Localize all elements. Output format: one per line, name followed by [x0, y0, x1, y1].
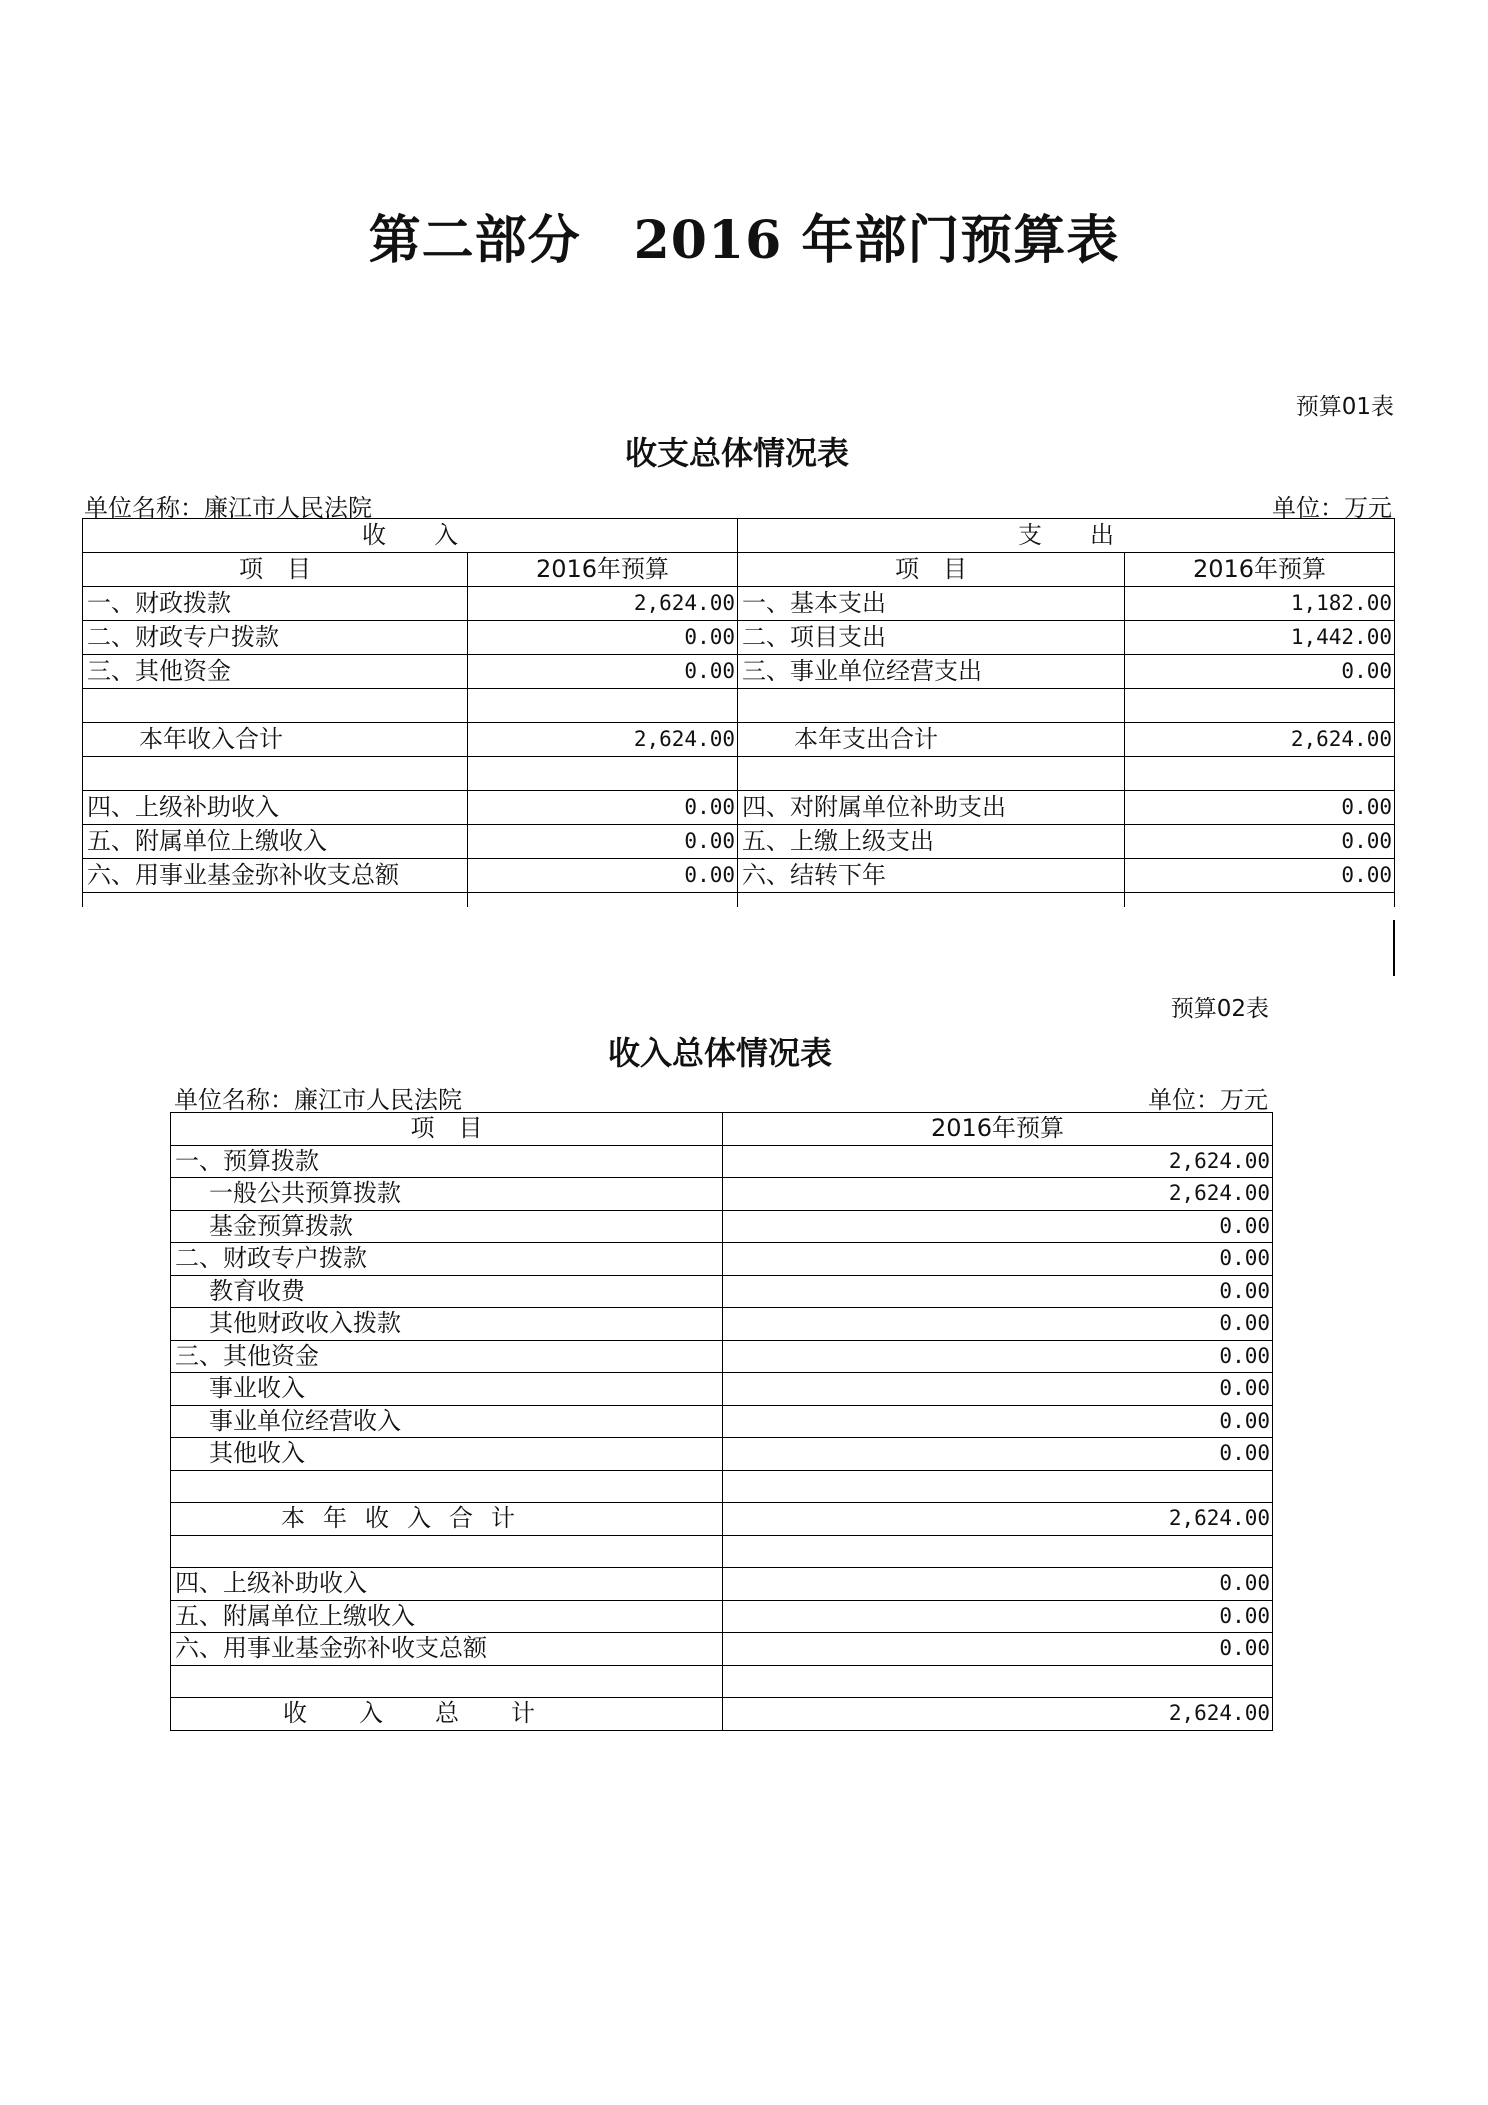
empty-cell [468, 893, 738, 908]
expense-total-value: 2,624.00 [1125, 723, 1395, 757]
table2-code: 预算02表 [1170, 996, 1269, 1022]
table-row [83, 893, 1395, 908]
income-item: 四、上级补助收入 [83, 791, 468, 825]
expense-value [1125, 757, 1395, 791]
expense-item: 三、事业单位经营支出 [738, 655, 1125, 689]
row-item: 六、用事业基金弥补收支总额 [171, 1633, 723, 1666]
income-value: 0.00 [468, 655, 738, 689]
expense-value: 0.00 [1125, 791, 1395, 825]
current-year-total-label: 本年收入合计 [171, 1503, 723, 1536]
income-value: 0.00 [468, 791, 738, 825]
table2-title: 收入总体情况表 [607, 1034, 832, 1072]
expense-value: 0.00 [1125, 825, 1395, 859]
table-row [171, 1470, 1273, 1503]
row-value: 0.00 [723, 1633, 1273, 1666]
table1-edge-line [1393, 920, 1395, 976]
row-value: 2,624.00 [723, 1178, 1273, 1211]
income-summary-table [170, 1112, 1273, 1731]
empty-cell [738, 893, 1125, 908]
income-item: 六、用事业基金弥补收支总额 [83, 859, 468, 893]
table-row [171, 1568, 1273, 1601]
income-item: 五、附属单位上缴收入 [83, 825, 468, 859]
income-value: 2,624.00 [468, 587, 738, 621]
current-year-total-value: 2,624.00 [723, 1503, 1273, 1536]
row-item: 一般公共预算拨款 [171, 1178, 723, 1211]
income-budget-header: 2016年预算 [468, 553, 738, 587]
row-value: 0.00 [723, 1438, 1273, 1471]
expense-value: 0.00 [1125, 859, 1395, 893]
table-row [171, 1243, 1273, 1276]
expense-item: 二、项目支出 [738, 621, 1125, 655]
income-header: 收 入 [83, 519, 738, 553]
table-row [171, 1210, 1273, 1243]
grand-total-value: 2,624.00 [723, 1698, 1273, 1731]
table-row [171, 1405, 1273, 1438]
row-item: 事业收入 [171, 1373, 723, 1406]
row-value [723, 1665, 1273, 1698]
row-item: 教育收费 [171, 1275, 723, 1308]
row-item: 其他收入 [171, 1438, 723, 1471]
row-item: 三、其他资金 [171, 1340, 723, 1373]
row-item [171, 1535, 723, 1568]
table1-unit-name: 单位名称：廉江市人民法院 [84, 494, 372, 522]
table-row [171, 1600, 1273, 1633]
table-row [83, 689, 1395, 723]
expense-value: 0.00 [1125, 655, 1395, 689]
expense-budget-header: 2016年预算 [1125, 553, 1395, 587]
income-value [468, 689, 738, 723]
row-item: 一、预算拨款 [171, 1145, 723, 1178]
income-item: 一、财政拨款 [83, 587, 468, 621]
row-item: 五、附属单位上缴收入 [171, 1600, 723, 1633]
income-item [83, 757, 468, 791]
table-row [171, 1665, 1273, 1698]
row-value: 0.00 [723, 1600, 1273, 1633]
row-value: 0.00 [723, 1308, 1273, 1341]
row-item: 其他财政收入拨款 [171, 1308, 723, 1341]
row-value: 0.00 [723, 1568, 1273, 1601]
budget-header: 2016年预算 [723, 1113, 1273, 1146]
table-row [171, 1275, 1273, 1308]
expense-value: 1,182.00 [1125, 587, 1395, 621]
table-row [171, 1535, 1273, 1568]
income-value: 0.00 [468, 859, 738, 893]
table-row [83, 587, 1395, 621]
page-title: 第二部分 2016 年部门预算表 [368, 210, 1120, 271]
income-item: 三、其他资金 [83, 655, 468, 689]
expense-item [738, 757, 1125, 791]
grand-total-label: 收入总计 [171, 1698, 723, 1731]
expense-value: 1,442.00 [1125, 621, 1395, 655]
table1-title: 收支总体情况表 [624, 434, 849, 472]
table-row [83, 655, 1395, 689]
empty-cell [1125, 893, 1395, 908]
row-value: 0.00 [723, 1275, 1273, 1308]
expense-value [1125, 689, 1395, 723]
table-row [83, 859, 1395, 893]
expense-total-label: 本年支出合计 [738, 723, 1125, 757]
expense-item: 一、基本支出 [738, 587, 1125, 621]
row-value: 0.00 [723, 1243, 1273, 1276]
table2-unit: 单位：万元 [1148, 1086, 1268, 1114]
table-row [171, 1340, 1273, 1373]
income-value: 0.00 [468, 621, 738, 655]
table-row [83, 723, 1395, 757]
row-value [723, 1535, 1273, 1568]
item-header: 项 目 [171, 1113, 723, 1146]
row-value: 0.00 [723, 1405, 1273, 1438]
row-item: 基金预算拨款 [171, 1210, 723, 1243]
expense-item: 五、上缴上级支出 [738, 825, 1125, 859]
income-value: 0.00 [468, 825, 738, 859]
income-total-value: 2,624.00 [468, 723, 738, 757]
row-value: 2,624.00 [723, 1145, 1273, 1178]
table2-unit-name: 单位名称：廉江市人民法院 [174, 1086, 462, 1114]
income-value [468, 757, 738, 791]
table-row [171, 1373, 1273, 1406]
income-total-label: 本年收入合计 [83, 723, 468, 757]
table-row [171, 1308, 1273, 1341]
table-row [83, 825, 1395, 859]
table-row [83, 757, 1395, 791]
empty-cell [83, 893, 468, 908]
income-item [83, 689, 468, 723]
row-value: 0.00 [723, 1340, 1273, 1373]
expense-item-header: 项 目 [738, 553, 1125, 587]
income-expense-table [82, 518, 1395, 907]
row-item: 二、财政专户拨款 [171, 1243, 723, 1276]
table-row [83, 621, 1395, 655]
table-row [171, 1438, 1273, 1471]
table1-unit: 单位：万元 [1272, 494, 1392, 522]
expense-item: 六、结转下年 [738, 859, 1125, 893]
row-item [171, 1665, 723, 1698]
row-item: 事业单位经营收入 [171, 1405, 723, 1438]
expense-item: 四、对附属单位补助支出 [738, 791, 1125, 825]
row-item: 四、上级补助收入 [171, 1568, 723, 1601]
row-item [171, 1470, 723, 1503]
table-row [171, 1503, 1273, 1536]
table-row [83, 791, 1395, 825]
row-value: 0.00 [723, 1373, 1273, 1406]
expense-item [738, 689, 1125, 723]
table1-code: 预算01表 [1295, 394, 1394, 420]
income-item: 二、财政专户拨款 [83, 621, 468, 655]
table-row [171, 1145, 1273, 1178]
expense-header: 支 出 [738, 519, 1395, 553]
row-value [723, 1470, 1273, 1503]
table-row [171, 1633, 1273, 1666]
row-value: 0.00 [723, 1210, 1273, 1243]
table-row [171, 1178, 1273, 1211]
table-row [171, 1698, 1273, 1731]
income-item-header: 项 目 [83, 553, 468, 587]
